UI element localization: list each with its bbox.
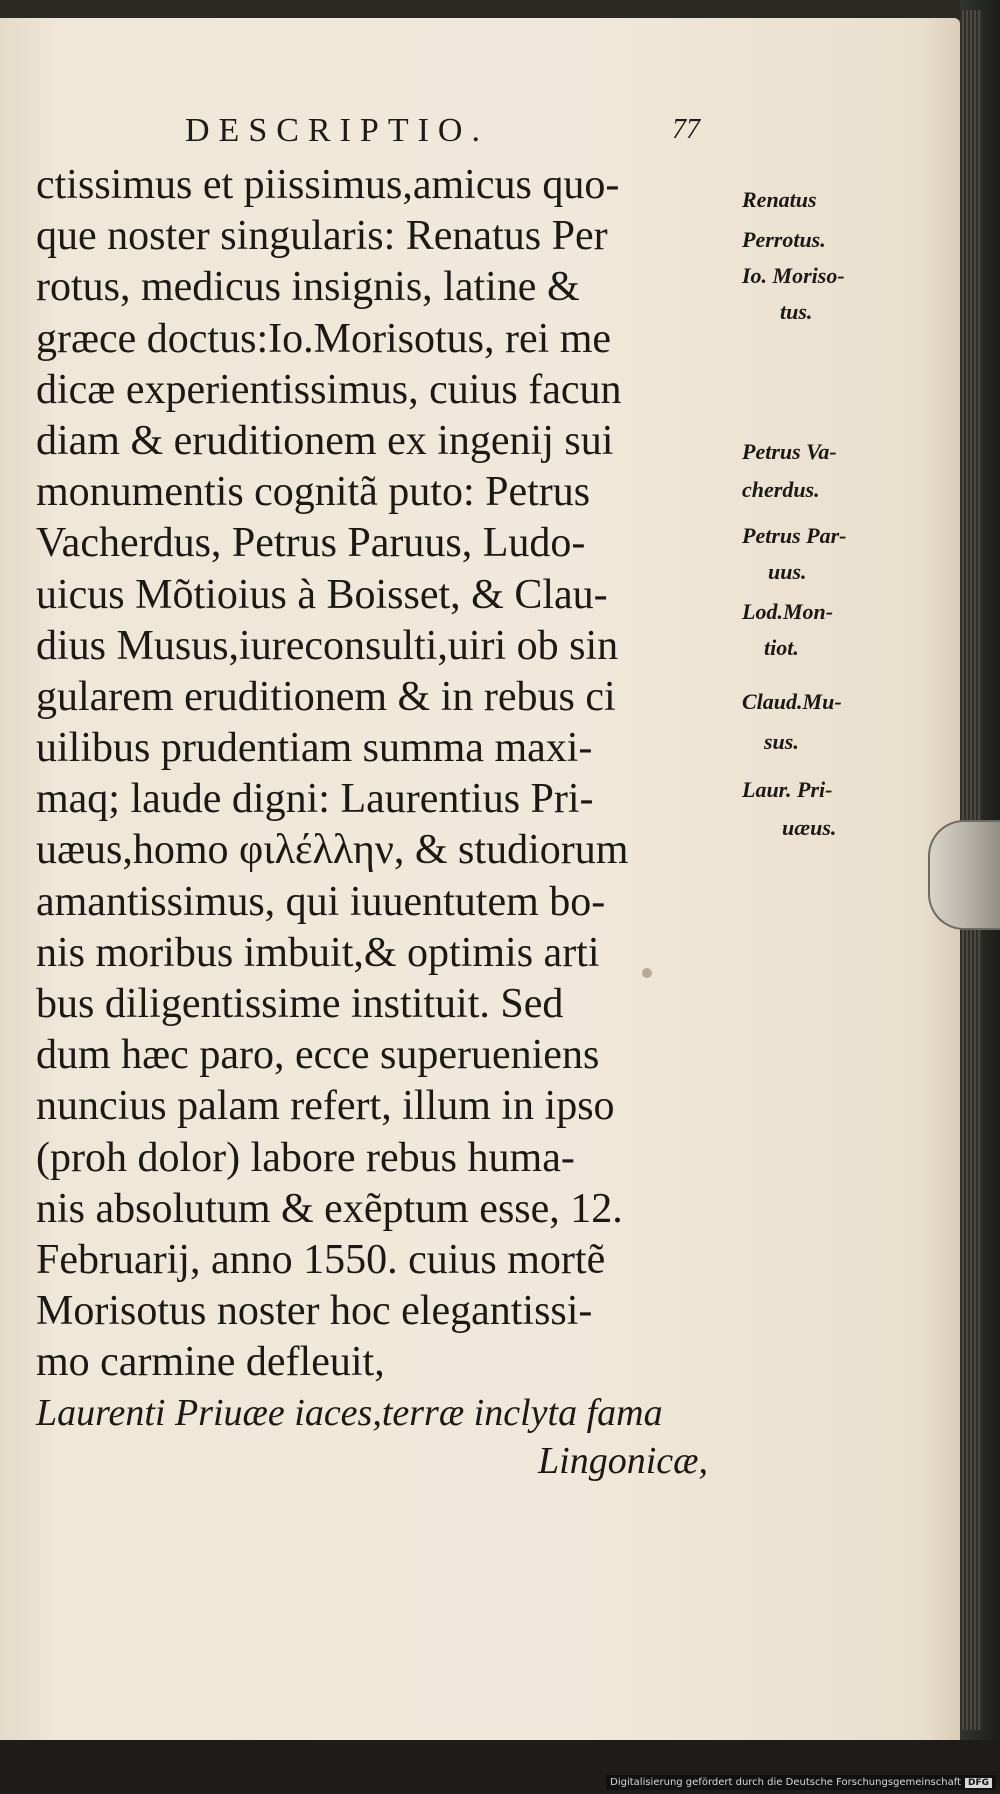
- page-clip: [928, 820, 1000, 930]
- text-line: bus diligentissime instituit. Sed: [36, 981, 564, 1027]
- top-band: [0, 0, 960, 20]
- margin-note: Laur. Pri-: [742, 777, 833, 802]
- margin-note: Lod.Mon-: [742, 599, 834, 624]
- page-number: 77: [672, 114, 700, 145]
- text-line: Februarij, anno 1550. cuius mortẽ: [36, 1236, 606, 1283]
- text-line: dicæ experientissimus, cuius facun: [36, 366, 622, 413]
- text-line: gularem eruditionem & in rebus ci: [36, 673, 616, 720]
- margin-note: Petrus Par-: [742, 523, 847, 548]
- margin-note: cherdus.: [742, 477, 820, 502]
- text-line: Morisotus noster hoc elegantissi-: [36, 1288, 593, 1335]
- margin-note: Renatus: [742, 187, 817, 212]
- text-line: dum hæc paro, ecce superueniens: [36, 1032, 600, 1079]
- verse-line: Lingonicæ,: [538, 1439, 708, 1482]
- text-line: (proh dolor) labore rebus huma-: [36, 1134, 575, 1181]
- margin-note: tus.: [780, 299, 813, 324]
- text-line: nis moribus imbuit,& optimis arti: [36, 929, 600, 976]
- text-line: Vacherdus, Petrus Paruus, Ludo-: [36, 520, 586, 567]
- text-line: nis absolutum & exẽptum esse, 12.: [36, 1185, 623, 1232]
- digitization-credit: [606, 1775, 996, 1790]
- text-line: rotus, medicus insignis, latine &: [36, 264, 580, 311]
- margin-note: Perrotus.: [742, 227, 826, 252]
- text-line: que noster singularis: Renatus Per: [36, 213, 608, 260]
- margin-note: tiot.: [764, 635, 799, 660]
- bottom-band: [0, 1740, 1000, 1794]
- body-text: [36, 160, 847, 1485]
- text-line: monumentis cognitã puto: Petrus: [36, 469, 591, 516]
- text-line: maq; laude digni: Laurentius Pri-: [36, 776, 594, 823]
- dfg-logo: DFG: [965, 1778, 992, 1788]
- text-line: uæus,homo φιλέλλην, & studiorum: [36, 827, 629, 874]
- text-line: uicus Mõtioius à Boisset, & Clau-: [36, 571, 608, 618]
- text-line: ctissimus et piissimus,amicus quo-: [36, 162, 620, 208]
- margin-note: uus.: [768, 559, 807, 584]
- text-line: nuncius palam refert, illum in ipso: [36, 1083, 615, 1130]
- text-line: dius Musus,iureconsulti,uiri ob sin: [36, 622, 619, 669]
- credit-text: Digitalisierung gefördert durch die Deutsche Forschungsgemeinschaft: [610, 1777, 961, 1788]
- margin-note: Petrus Va-: [742, 439, 837, 464]
- text-line: græce doctus:Io.Morisotus, rei me: [36, 315, 612, 362]
- margin-note: Claud.Mu-: [742, 689, 842, 714]
- text-line: diam & eruditionem ex ingenij sui: [36, 417, 614, 464]
- running-head: DESCRIPTIO.: [185, 112, 489, 149]
- margin-note: uæus.: [782, 815, 837, 840]
- verse-line: Laurenti Priuæe iaces,terræ inclyta fama: [36, 1391, 663, 1434]
- margin-note: sus.: [764, 729, 799, 754]
- text-line: uilibus prudentiam summa maxi-: [36, 725, 593, 772]
- text-line: amantissimus, qui iuuentutem bo-: [36, 878, 606, 925]
- margin-note: Io. Moriso-: [742, 263, 845, 288]
- text-line: mo carmine defleuit,: [36, 1339, 385, 1386]
